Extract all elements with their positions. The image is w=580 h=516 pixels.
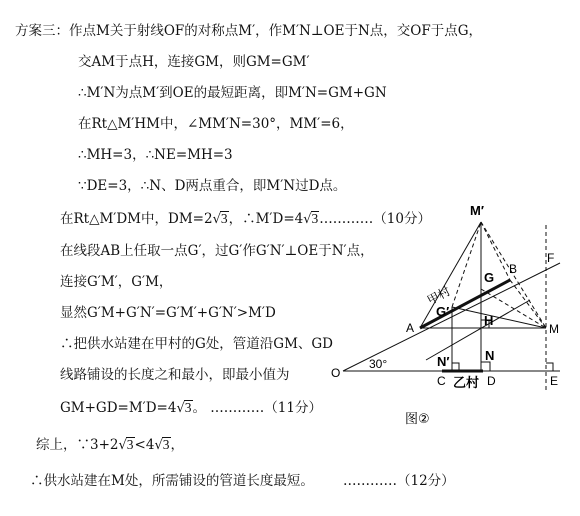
line-13-score: 。 …………（11分） xyxy=(192,400,322,416)
sqrt-radicand: 3 xyxy=(220,211,228,226)
label-yi-cun: 乙村 xyxy=(453,376,480,391)
line-7-score: …………（10分） xyxy=(319,211,431,227)
line-14-part-c: ， xyxy=(170,437,184,453)
line-7-part-a: 在Rt△M′DM中，DM=2 xyxy=(60,211,213,227)
line-10: 显然G′M+G′N′=G′M′+G′N′>M′D xyxy=(60,305,276,321)
line-13-part-a: GM+GD=M′D=4 xyxy=(60,400,177,416)
sqrt-sign: √ xyxy=(154,438,163,453)
line-15-score: …………（12分） xyxy=(343,473,455,489)
line-8: 在线段AB上任取一点G′，过G′作G′N′⊥OE于N′点， xyxy=(60,243,374,259)
label-N: N xyxy=(485,348,495,363)
label-F: F xyxy=(547,251,555,265)
sqrt-sign: √ xyxy=(176,401,185,416)
line-3: ∴M′N为点M′到OE的最短距离，即M′N=GM+GN xyxy=(78,85,387,101)
line-4: 在Rt△M′HM中，∠MM′N=30°，MM′=6， xyxy=(78,116,354,132)
line-9: 连接G′M′，G′M， xyxy=(60,274,173,290)
sqrt-radicand: 3 xyxy=(184,400,192,415)
geometry-figure xyxy=(320,195,580,440)
line-14-part-b: <4 xyxy=(134,437,155,453)
label-G-prime: G′ xyxy=(436,304,450,319)
line-1: 方案三：作点M关于射线OF的对称点M′，作M′N⊥OE于N点，交OF于点G， xyxy=(15,23,482,39)
sqrt-sign: √ xyxy=(303,212,312,227)
right-angle-mark-E xyxy=(546,363,553,371)
label-G: G xyxy=(484,270,495,285)
line-12: 线路铺设的长度之和最小，即最小值为 xyxy=(60,367,290,383)
label-A: A xyxy=(406,321,415,335)
label-O: O xyxy=(331,366,341,380)
label-C: C xyxy=(437,374,446,388)
line-13 xyxy=(60,399,322,418)
line-2: 交AM于点H，连接GM，则GM=GM′ xyxy=(78,54,310,70)
line-14-part-a: 综上，∵3+2 xyxy=(36,437,119,453)
label-M-prime: M′ xyxy=(470,203,484,218)
sqrt-radicand: 3 xyxy=(311,211,319,226)
label-H: H xyxy=(484,313,494,328)
label-M: M xyxy=(549,322,559,336)
sqrt-radicand: 3 xyxy=(126,437,134,452)
line-6: ∵DE=3，∴N、D两点重合，即M′N过D点。 xyxy=(78,178,347,194)
sqrt-sign: √ xyxy=(118,438,127,453)
figure-caption: 图② xyxy=(405,412,430,427)
sqrt-radicand: 3 xyxy=(162,437,170,452)
sqrt-sign: √ xyxy=(212,212,221,227)
line-11: ∴把供水站建在甲村的G处，管道沿GM、GD xyxy=(60,336,333,352)
line-7-part-b: ，∴M′D=4 xyxy=(228,211,304,227)
label-D: D xyxy=(487,374,496,388)
line-5: ∴MH=3，∴NE=MH=3 xyxy=(78,147,233,163)
label-angle: 30° xyxy=(369,357,388,371)
segment-GprimeM xyxy=(452,307,546,328)
label-B: B xyxy=(509,262,518,276)
line-14 xyxy=(36,436,184,455)
line-15: ∴供水站建在M处，所需铺设的管道长度最短。 xyxy=(30,473,314,489)
label-E: E xyxy=(550,374,559,388)
label-N-prime: N′ xyxy=(437,354,450,369)
label-jia-cun: 甲村 xyxy=(424,284,453,308)
